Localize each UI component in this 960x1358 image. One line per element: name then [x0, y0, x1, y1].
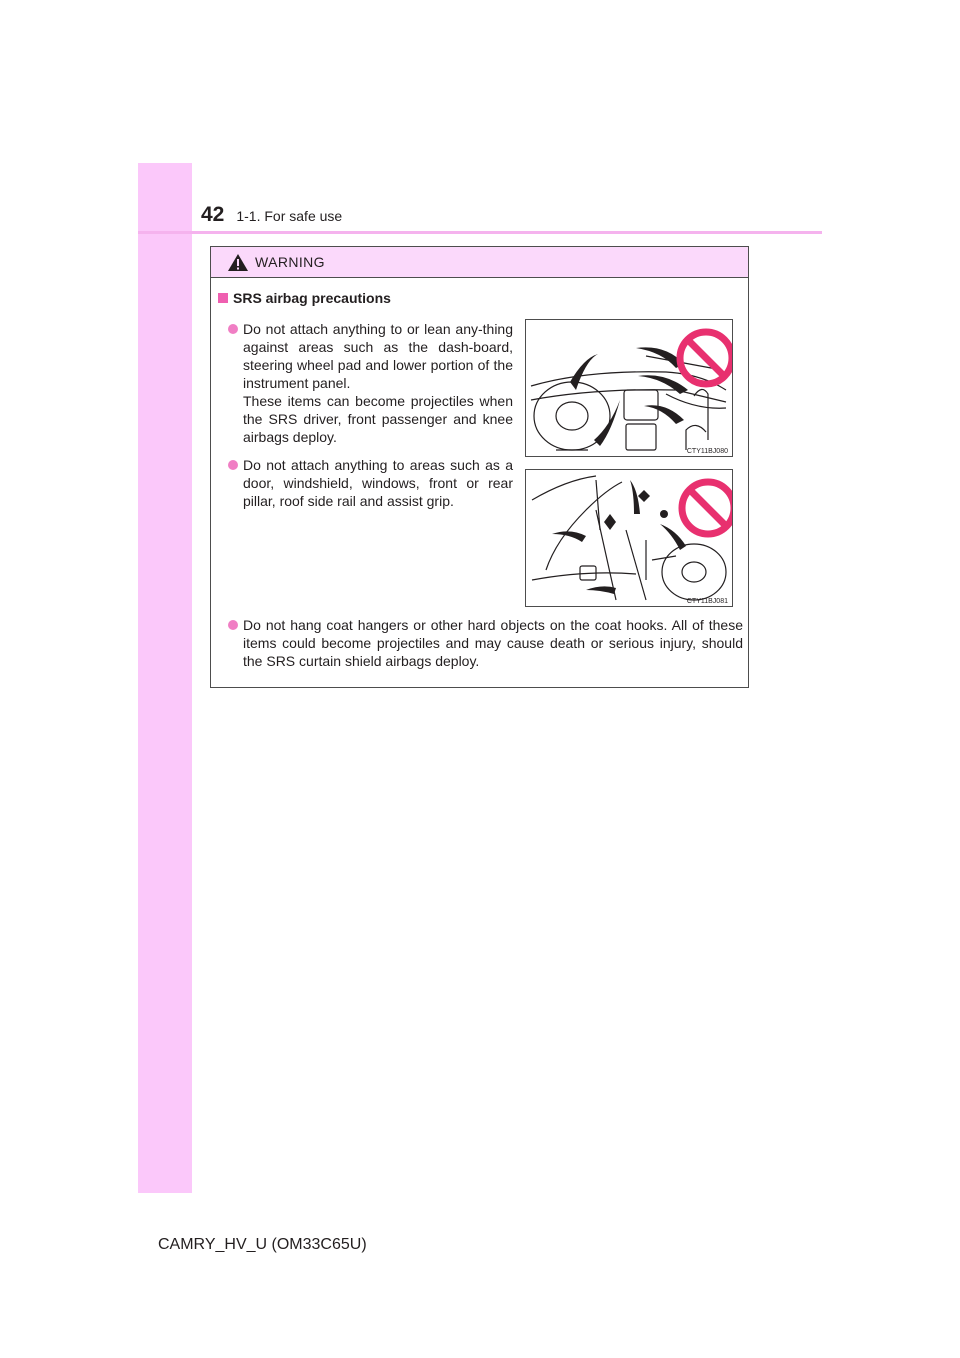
- figure-code: CTY11BJ081: [686, 598, 728, 605]
- warning-box: [210, 246, 749, 688]
- bullet-dot-icon: [228, 324, 238, 334]
- bullet-text-3: Do not hang coat hangers or other hard objects on the coat hooks. All of these items could become projectiles and may cause death or serious injury, should the SRS curtain shield airbags deploy.: [243, 617, 743, 669]
- subheading: [218, 290, 391, 306]
- figure-interior: [525, 469, 733, 607]
- figure-dashboard: [525, 319, 733, 457]
- dashboard-illustration: [526, 320, 732, 456]
- warning-label: WARNING: [255, 254, 325, 270]
- interior-illustration: [526, 470, 732, 606]
- figure-code: CTY11BJ080: [686, 448, 728, 455]
- header-rule: [138, 231, 822, 234]
- bullet-dot-icon: [228, 460, 238, 470]
- bullet-dot-icon: [228, 620, 238, 630]
- side-band: [138, 163, 192, 1193]
- square-bullet-icon: [218, 293, 228, 303]
- bullet-text-2: Do not attach anything to areas such as a door, windshield, windows, front or rear pillar, roof side rail and assist grip.: [243, 457, 513, 509]
- page-number: 42: [201, 203, 225, 226]
- footer-doc-id: CAMRY_HV_U (OM33C65U): [158, 1236, 367, 1253]
- bullet-text-1a: Do not attach anything to or lean any-thing against areas such as the dash-board, steering wheel pad and lower portion of the instrument panel.: [243, 321, 513, 391]
- bullet-item-2: [228, 456, 513, 510]
- page-header: [201, 203, 342, 227]
- bullet-item-1: [228, 320, 513, 446]
- bullet-text-1b: These items can become projectiles when the SRS driver, front passenger and knee airbags deploy.: [243, 393, 513, 445]
- section-title: 1-1. For safe use: [236, 208, 343, 224]
- warning-header: [211, 247, 748, 278]
- bullet-item-3: [228, 616, 743, 670]
- warning-triangle-icon: [227, 253, 249, 272]
- subheading-text: SRS airbag precautions: [233, 290, 391, 306]
